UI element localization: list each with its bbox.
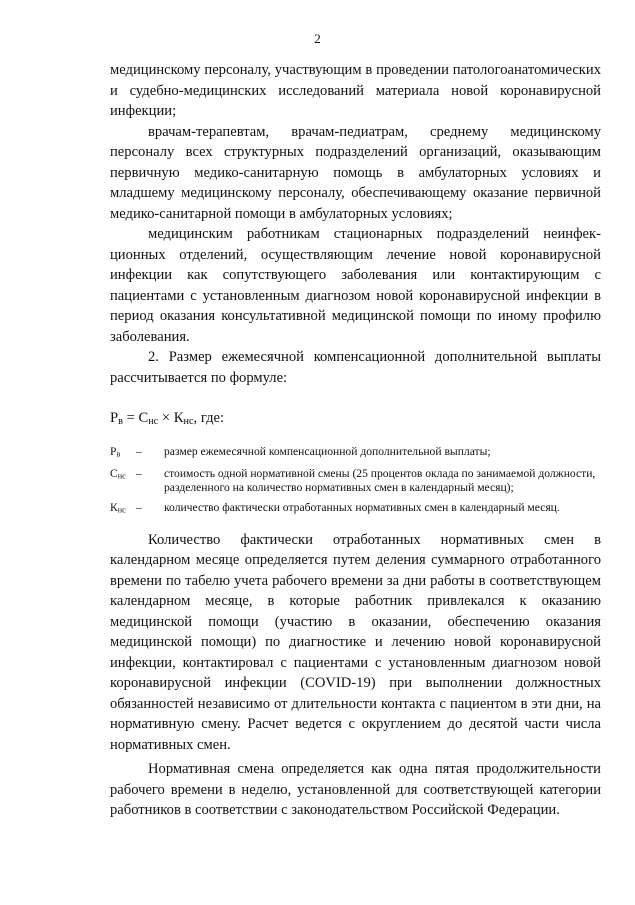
- legend-row: [110, 445, 601, 462]
- paragraph-pathology-staff: медицинскому персоналу, участвующим в проведении патологоанатомических и судебно-медицинских исследований материала новой коронавирусной инфекции;: [110, 62, 601, 119]
- paragraph-inpatient-staff: медицинским работникам стационарных подразделений неинфекционных отделений, осуществляющим лечение новой коронавирусной инфекции как сопутствующего заболевания или контактирующим с пациентами с установленным диагнозом новой коронавирусной инфекции в период оказания консультативной медицинской помощи по иному профилю заболевания.: [110, 226, 601, 345]
- legend-dash: –: [136, 444, 142, 458]
- formula-term-a: С: [138, 410, 149, 426]
- paragraph-normative-shift: Нормативная смена определяется как одна пятая продолжительности рабочего времени в неделю, установленной для соответствующей категории работников в соответствии с законодательством Российской Федерации.: [110, 761, 601, 819]
- legend-symbol: $Р_в$: [110, 444, 121, 459]
- formula-legend: [110, 445, 601, 518]
- legend-symbol: $С_{нс}$: [110, 466, 126, 481]
- document-body: [110, 60, 601, 821]
- formula-term-b-sub: нс: [183, 416, 194, 428]
- page-number: 2: [314, 31, 321, 46]
- payment-formula: [110, 408, 601, 433]
- legend-description: размер ежемесячной компенсационной дополнительной выплаты;: [164, 444, 491, 458]
- paragraph-primary-care-staff: врачам-терапевтам, врачам-педиатрам, среднему медицинскому персоналу всех структурных подразделений организаций, оказывающим первичную медико-санитарную помощь в амбулаторных условиях и младшему медицинскому персоналу, обеспечивающему оказание первичной медико-санитарной помощи в амбулаторных условиях;: [110, 123, 601, 222]
- formula-equals: =: [122, 410, 139, 426]
- legend-row: [110, 467, 601, 496]
- formula-term-a-sub: нс: [148, 416, 159, 428]
- formula-tail: , где:: [193, 410, 225, 426]
- formula-term-b: К: [173, 410, 184, 426]
- paragraph-shift-count: Количество фактически отработанных нормативных смен в календарном месяце определяется путем деления суммарного отработанного времени по табелю учета рабочего времени за дни работы в соответствующем календарном месяце, в которые работник привлекался к оказанию медицинской помощи (участию в оказании, обеспечению оказания медицинской помощи) по диагностике и лечению новой коронавирусной инфекции, контактировал с пациентами с установленным диагнозом новой коронавирусной инфекции (COVID-19) при выполнении должностных обязанностей независимо от длительности контакта с пациентом в эти дни, на нормативную смену. Расчет ведется с округлением до десятой части числа нормативных смен.: [110, 531, 601, 753]
- legend-dash: –: [136, 466, 142, 480]
- legend-description: количество фактически отработанных нормативных смен в календарный месяц.: [164, 500, 560, 514]
- formula-lhs: Р: [110, 410, 119, 426]
- formula-lhs-sub: в: [118, 416, 123, 428]
- formula-times: ×: [158, 410, 174, 426]
- legend-symbol: $К_{нс}$: [110, 500, 126, 515]
- paragraph-payment-size: 2. Размер ежемесячной компенсационной дополнительной выплаты рассчитывается по формуле:: [110, 349, 601, 386]
- legend-description: стоимость одной нормативной смены (25 процентов оклада по занимаемой должности, разделенного на количество нормативных смен в календарный месяц);: [164, 466, 596, 495]
- legend-dash: –: [136, 500, 142, 514]
- legend-row: [110, 501, 601, 518]
